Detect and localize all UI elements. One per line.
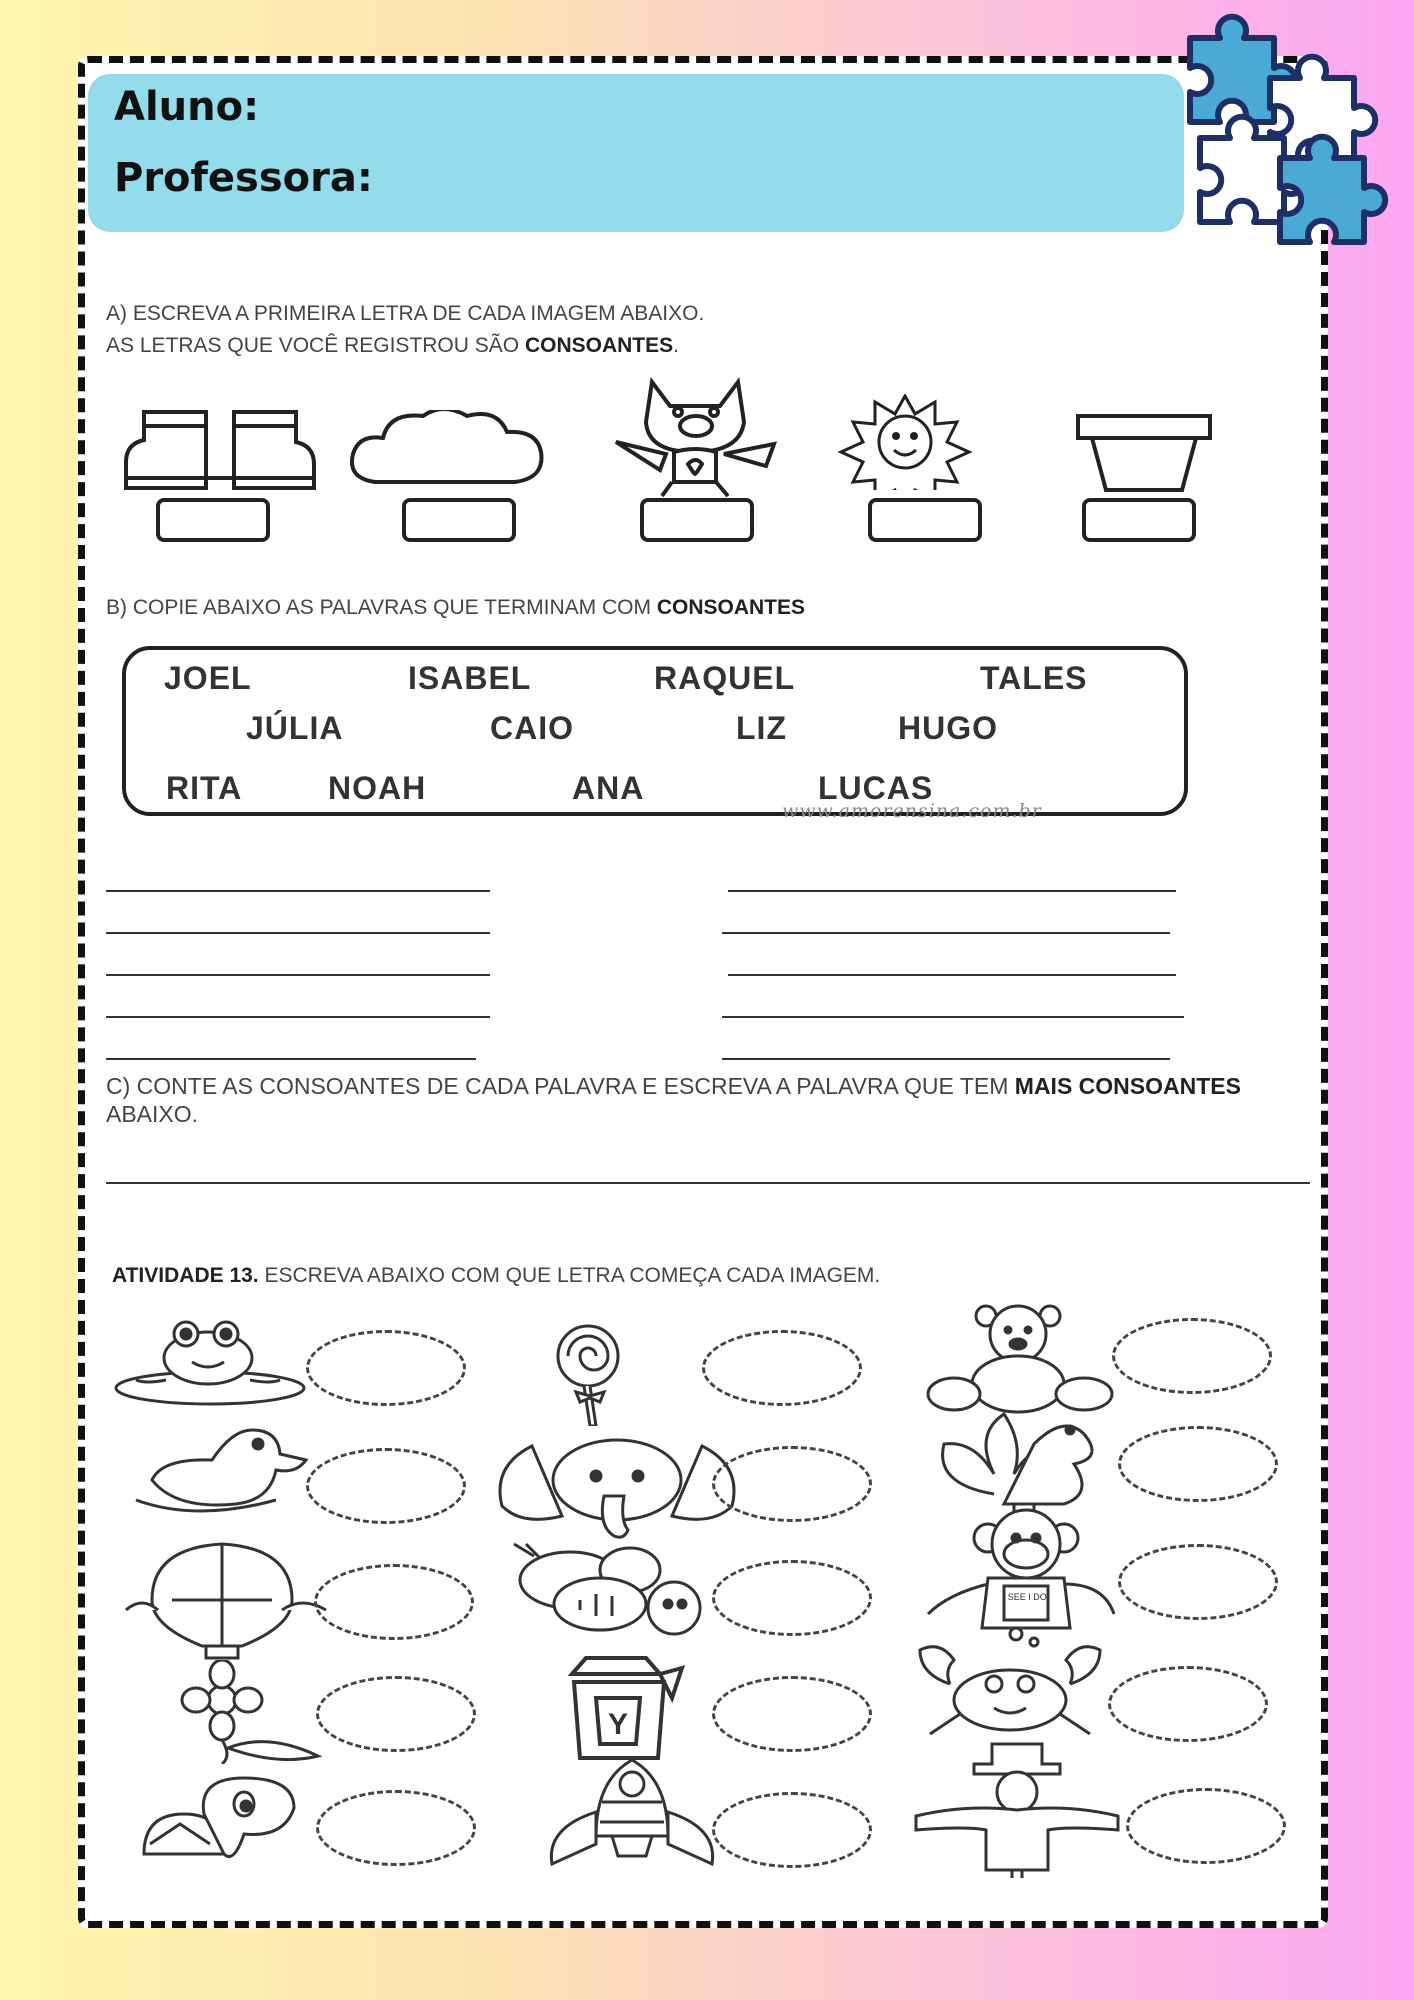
answer-line-2[interactable]	[728, 890, 1176, 892]
name-hugo: HUGO	[898, 710, 998, 746]
letter-oval-flower[interactable]	[316, 1676, 476, 1752]
letter-oval-rocket[interactable]	[712, 1792, 872, 1868]
section-c-answer-line[interactable]	[106, 1182, 1310, 1184]
section-c-instruction	[106, 1072, 1241, 1128]
first-letter-box-3[interactable]	[640, 498, 754, 542]
answer-line-6[interactable]	[728, 974, 1176, 976]
name-julia: JÚLIA	[246, 710, 344, 746]
letter-oval-crab[interactable]	[1108, 1666, 1268, 1742]
name-ana: ANA	[572, 770, 645, 806]
letter-oval-turtle[interactable]	[316, 1790, 476, 1866]
answer-line-7[interactable]	[106, 1016, 490, 1018]
monkey-shirt-text: I SEE I DO!	[1002, 1592, 1050, 1602]
name-tales: TALES	[980, 660, 1088, 696]
answer-line-1[interactable]	[106, 890, 490, 892]
name-joel: JOEL	[164, 660, 252, 696]
activity-number: ATIVIDADE 13.	[112, 1264, 259, 1287]
student-label: Aluno:	[114, 84, 260, 130]
lollipop-icon	[540, 1322, 636, 1426]
yo-yo-box-icon	[560, 1654, 690, 1764]
answer-line-5[interactable]	[106, 974, 490, 976]
letter-oval-frog[interactable]	[306, 1330, 466, 1406]
section-b-instruction	[106, 592, 805, 624]
answer-line-10[interactable]	[722, 1058, 1170, 1060]
section-c-text: C) CONTE AS CONSOANTES DE CADA PALAVRA E ESCREVA A PALAVRA QUE TEM	[106, 1073, 1015, 1099]
letter-oval-teddy-bear[interactable]	[1112, 1318, 1272, 1394]
hot-air-balloon-icon	[122, 1540, 332, 1660]
first-letter-box-5[interactable]	[1082, 498, 1196, 542]
frog-icon	[112, 1318, 308, 1408]
section-b-text: B) COPIE ABAIXO AS PALAVRAS QUE TERMINAM COM	[106, 596, 657, 619]
section-b-bold: CONSOANTES	[656, 596, 805, 619]
answer-line-8[interactable]	[722, 1016, 1184, 1018]
pig-icon	[612, 372, 782, 498]
first-letter-box-1[interactable]	[156, 498, 270, 542]
section-a-line2: AS LETRAS QUE VOCÊ REGISTROU SÃO	[106, 334, 525, 357]
yo-yo-box-letter: Y	[607, 1708, 629, 1741]
section-a-instruction	[106, 298, 704, 362]
answer-line-9[interactable]	[106, 1058, 476, 1060]
name-isabel: ISABEL	[408, 660, 532, 696]
section-c-bold: MAIS CONSOANTES	[1014, 1073, 1241, 1099]
answer-line-4[interactable]	[722, 932, 1170, 934]
letter-oval-turkey[interactable]	[1118, 1426, 1278, 1502]
section-a-period: .	[673, 334, 679, 357]
turkey-icon	[934, 1404, 1108, 1516]
activity-title	[112, 1260, 880, 1292]
activity-instruction: ESCREVA ABAIXO COM QUE LETRA COMEÇA CADA IMAGEM.	[258, 1264, 881, 1287]
letter-oval-lollipop[interactable]	[702, 1330, 862, 1406]
elephant-icon	[492, 1436, 742, 1540]
flower-icon	[158, 1660, 328, 1764]
boots-icon	[122, 408, 318, 492]
teddy-bear-icon	[924, 1304, 1120, 1416]
first-letter-box-2[interactable]	[402, 498, 516, 542]
scarecrow-icon	[912, 1740, 1122, 1880]
watermark: www.amorensina.com.br	[782, 800, 1042, 822]
section-a-bold: CONSOANTES	[524, 334, 674, 357]
teacher-label: Professora:	[114, 155, 373, 201]
letter-oval-yo-yo[interactable]	[712, 1676, 872, 1752]
section-c-line2: ABAIXO.	[106, 1101, 199, 1127]
letter-oval-scarecrow[interactable]	[1126, 1788, 1286, 1864]
letter-oval-duck[interactable]	[306, 1448, 466, 1524]
name-raquel: RAQUEL	[654, 660, 796, 696]
rocket-icon	[542, 1756, 722, 1876]
letter-oval-monkey[interactable]	[1118, 1544, 1278, 1620]
letter-oval-bee[interactable]	[712, 1560, 872, 1636]
crab-icon	[910, 1624, 1110, 1744]
answer-line-3[interactable]	[106, 932, 490, 934]
section-a-line1: A) ESCREVA A PRIMEIRA LETRA DE CADA IMAGEM ABAIXO.	[106, 302, 705, 325]
bee-icon	[510, 1540, 726, 1650]
letter-oval-hot-air-balloon[interactable]	[314, 1564, 474, 1640]
name-liz: LIZ	[736, 710, 787, 746]
turtle-icon	[134, 1774, 314, 1870]
letter-oval-elephant[interactable]	[712, 1446, 872, 1522]
cloud-icon	[345, 410, 571, 496]
name-lucas: LUCAS	[818, 770, 934, 806]
sun-icon	[830, 394, 980, 490]
name-rita: RITA	[166, 770, 243, 806]
flower-pot-icon	[1074, 412, 1214, 492]
name-caio: CAIO	[490, 710, 574, 746]
first-letter-box-4[interactable]	[868, 498, 982, 542]
duck-icon	[132, 1420, 328, 1520]
name-noah: NOAH	[328, 770, 427, 806]
puzzle-pieces-icon	[1170, 8, 1390, 258]
